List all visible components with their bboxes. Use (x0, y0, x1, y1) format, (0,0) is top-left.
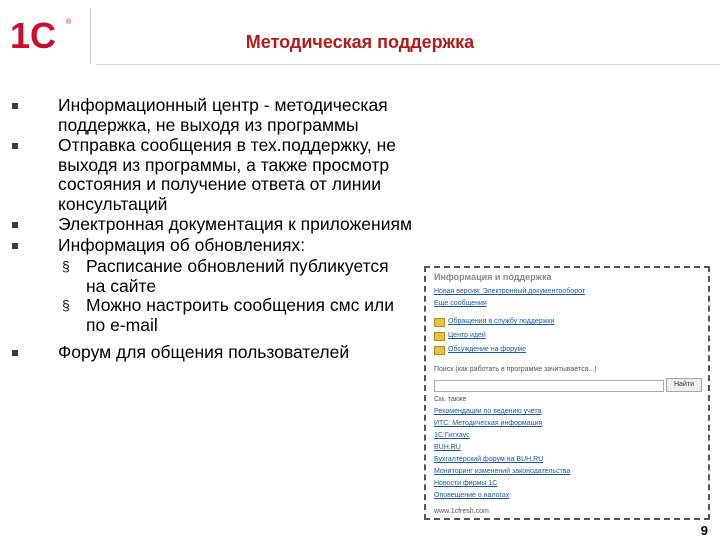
ideas-icon (434, 332, 445, 341)
title-rule (96, 64, 720, 65)
bullet-list (12, 96, 412, 364)
see-also-link[interactable]: Мониторинг изменений законодательства (434, 468, 571, 475)
see-also-link[interactable]: Бухгалтерский форум на BUH.RU (434, 456, 544, 463)
sub-bullet-item: § Расписание обновлений публикуется на сайте (58, 257, 412, 296)
ideas-link[interactable]: Центр идей (448, 332, 486, 339)
page-number: 9 (700, 523, 708, 538)
sub-bullet-item: § Можно настроить сообщения смс или по e-mail (58, 296, 412, 335)
messages-link[interactable]: Еще сообщения (434, 300, 487, 307)
see-also-link[interactable]: 1С:Гитхаус (434, 432, 470, 439)
forum-icon (434, 346, 445, 355)
search-button[interactable]: Найти (666, 378, 702, 392)
bullet-item: Отправка сообщения в тех.поддержку, не выходя из программы, а также просмотр состояния и получение ответа от линии консультаций (12, 136, 412, 214)
svg-text:®: ® (66, 19, 72, 26)
news-link[interactable]: Новая версия: Электронный документооборот (434, 288, 586, 295)
forum-link[interactable]: Обсуждение на форуме (448, 346, 527, 353)
bullet-item: Информационный центр - методическая поддержка, не выходя из программы (12, 96, 412, 135)
search-hint: Поиск (как работать в программе зачитывается...) (434, 366, 597, 373)
bullet-item: Электронная документация к приложениям (12, 215, 412, 235)
support-link[interactable]: Обращения в службу поддержки (448, 318, 555, 325)
bullet-text: Информация об обновлениях: (58, 234, 306, 255)
see-also-link[interactable]: ИТС: Методическая информация (434, 420, 543, 427)
slide-title: Методическая поддержка (245, 32, 475, 52)
svg-text:1С: 1С (10, 15, 57, 56)
support-icon (434, 318, 445, 327)
bullet-item (12, 236, 412, 336)
see-also-label: См. также (434, 396, 467, 403)
site-url: www.1cfresh.com (434, 508, 489, 515)
panel-title: Информация и поддержка (434, 272, 552, 282)
see-also-link[interactable]: Оповещение о налогах (434, 492, 510, 499)
see-also-link[interactable]: Рекомендации по ведению учета (434, 408, 542, 415)
see-also-link[interactable]: BUH.RU (434, 444, 461, 451)
sub-bullet-list (58, 257, 412, 335)
info-support-screenshot (424, 266, 710, 520)
see-also-link[interactable]: Новости фирмы 1С (434, 480, 498, 487)
bullet-item: Форум для общения пользователей (12, 343, 412, 363)
search-input[interactable] (434, 380, 664, 392)
